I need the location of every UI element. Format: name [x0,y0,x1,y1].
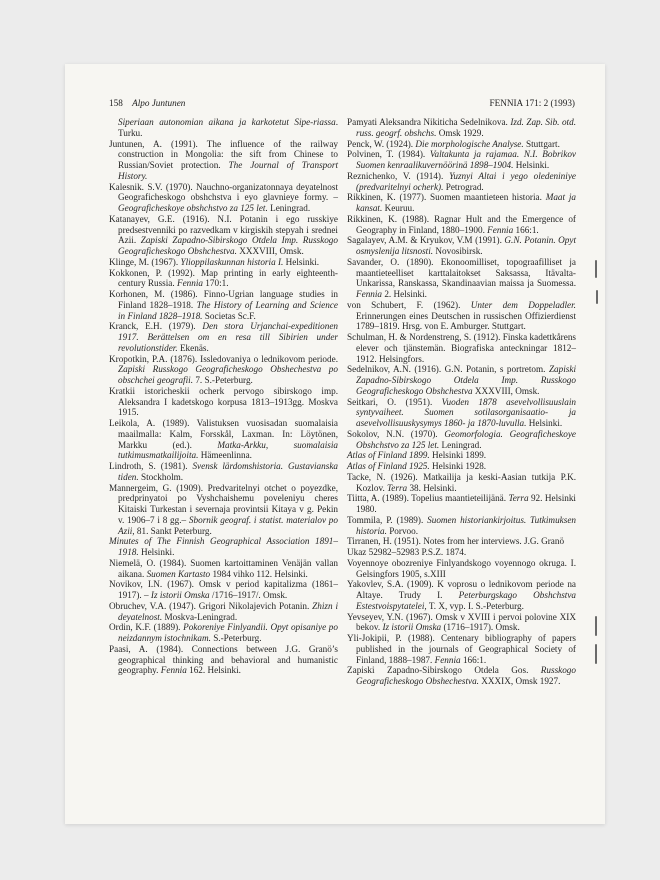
reference-title: Sbornik geograf. i statist. materialov po Azii, [118,514,338,536]
reference-title: Geograficheskoye obshchstvo za 125 let. [118,203,268,213]
reference-entry [347,493,576,515]
reference-text: Savander, O. (1890). Ekonoomilliset, topograafilliset ja maantieteelliset karttalaitokset Saksassa, Itävalta-Unkarissa, Ranskassa, Skandinaavian maissa ja Suomessa. [347,256,576,289]
reference-entry [109,182,338,214]
reference-title: Geomorfologia. Geograficheskoye Obshchstvo za 125 let. [356,428,576,450]
reference-text: Pamyati Aleksandra Nikiticha Sedelnikova. [347,117,511,127]
reference-text: T. X, vyp. I. S.-Peterburg. [426,600,524,611]
reference-entry [109,139,338,182]
reference-text: Kokkonen, P. (1992). Map printing in early eighteenth-century Russia. [109,267,338,289]
reference-text: Moskva-Leningrad. [162,611,238,622]
reference-title: Zapiski Zapadno-Sibirskogo Otdela Imp. Russkogo Geograficheskogo Obshchestva. [118,235,338,256]
reference-title: The History of Learning and Science in Finland 1828–1918. [118,299,339,321]
reference-text: Yakovlev, S.A. (1909). K voprosu o lednikovom periode na Altaye. Trudy I. [347,579,576,600]
reference-title: Fennia [434,654,461,665]
reference-text: Erinnerungen eines Deutschen in russischen Offizierdienst 1789–1819. Hrsg. von E. Amburger. Stuttgart. [356,310,576,332]
reference-text: Helsinki. [138,547,175,557]
reference-title: Yuznyi Altai i yego oledeniniye (predvaritelnyi ocherk). [356,170,576,192]
reference-text: Rikkinen, K. (1977). Suomen maantieteen historia. [347,192,546,203]
reference-entry [109,117,338,139]
reference-text: Helsinki. [283,256,320,267]
reference-entry [347,214,576,236]
reference-text: Stuttgart. [523,138,560,149]
reference-text: Kropotkin, P.A. (1876). Issledovaniya o lednikovom periode. [109,353,338,364]
reference-title: Unter dem Doppeladler. [470,299,576,310]
reference-text: 92. Helsinki 1980. [356,493,576,514]
reference-entry [347,515,576,537]
reference-entry [109,321,338,353]
reference-text: 166:1. [513,224,539,235]
reference-text: Kratkii istoricheskii ocherk pervogo sibirskogo imp. Aleksandra I kadetskogo korpusa 1813–1913gg. Moskva 1915. [109,385,338,418]
margin-mark [595,616,597,636]
reference-text: Klinge, M. (1967). [109,256,181,267]
running-author: Alpo Juntunen [132,98,186,108]
reference-title: Svensk lärdomshistoria. Gustavianska tiden. [118,461,338,482]
reference-entry [109,483,338,537]
reference-entry [347,364,576,396]
reference-entry [109,622,338,644]
reference-text: Tiitta, A. (1989). Topelius maantieteilijänä. [347,493,509,504]
reference-text: Juntunen, A. (1991). The influence of the railway construction in Mongolia: the sift from Chinese to Russian/Soviet protection. [109,138,338,170]
margin-mark [595,260,597,278]
reference-entry [347,257,576,300]
reference-title: G.N. Potanin. Opyt osmyslenija litsnosti. [356,235,576,256]
reference-text: Penck, W. (1924). [347,138,416,149]
reference-text: Tacke, N. (1926). Matkailija ja keski-Aasian tutkija P.K. Kozlov. [347,471,576,493]
reference-entry [109,257,338,268]
reference-text: Novikov, I.N. (1967). Omsk v period kapitalizma (1861–1917). – [109,579,338,600]
references-right-column [347,117,576,687]
reference-text: Voyennoye obozreniye Finlyandskogo voyennogo okruga. I. Gelsingfors 1905, s.XIII [347,557,576,579]
margin-mark [595,644,597,664]
reference-title: Die morphologische Analyse. [415,138,524,149]
reference-entry [347,558,576,580]
margin-mark [596,290,598,304]
reference-text: Zapiski Zapadno-Sibirskogo Otdela Gos. [347,665,541,676]
reference-title: Iz istorii Omska [382,622,442,633]
reference-text: Yevseyev, Y.N. (1967). Omsk v XVIII i pervoi polovine XIX bekov. [347,611,576,633]
page-number: 158 [109,98,123,108]
reference-text: Helsinki. [513,160,550,170]
reference-entry [347,397,576,429]
reference-text: Stockholm. [138,471,184,482]
header-left [109,98,185,108]
reference-title: Izd. Zap. Sib. otd. russ. geogrf. obshchs. [356,117,577,138]
reference-title: Siperiaan autonomian aikana ja karkotetut Sipe-riassa [118,117,336,127]
reference-entry [347,547,576,558]
reference-text: Reznichenko, V. (1914). [347,170,450,181]
reference-text: 81. Sankt Peterburg. [134,525,212,536]
reference-entry [109,418,338,461]
reference-title: Den stora Urjanchai-expeditionen 1917. Berättelsen om en resa till Sibirien under revolutionstider. [118,321,338,353]
reference-entry [109,386,338,418]
reference-title: Maat ja kansat. [356,192,576,213]
reference-title: Terra [508,493,529,504]
reference-text: (1716–1917). Omsk. [441,622,520,633]
reference-text: Seitkari, O. (1951). [347,396,442,407]
running-header [109,98,575,112]
reference-text: Helsinki 1899. [429,450,487,461]
reference-entry [109,579,338,601]
reference-entry [347,579,576,611]
reference-text: Keuruu. [382,203,415,213]
reference-text: Leningrad. [267,203,311,213]
reference-title: Ylioppilaskunnan historia I. [180,256,284,267]
reference-text: Hämeenlinna. [198,450,252,461]
reference-entry [109,536,338,558]
reference-text: 1984 vihko 112. Helsinki. [210,568,308,579]
reference-entry [109,214,338,257]
reference-title: Zapiski Zapadno-Sibirskogo Otdela Imp. Russkogo Geograficheskogo Obshchestva [356,364,576,396]
reference-text: Petrograd. [443,181,484,192]
reference-entry [347,139,576,150]
reference-text: Rikkinen, K. (1988). Ragnar Hult and the Emergence of Geography in Finland, 1880–1900. [347,213,576,235]
reference-entry [109,558,338,580]
reference-text: Polvinen, T. (1984). [347,149,430,160]
reference-title: Fennia [356,289,383,299]
reference-entry [347,461,576,472]
reference-title: Fennia [487,224,514,235]
reference-text: Korhonen, M. (1986). Finno-Ugrian language studies in Finland 1828–1918. [109,289,338,310]
reference-title: Peterburgskago Obshchstva Estestvoispytatelei, [356,590,577,611]
reference-text: Societas Sc.F. [202,310,256,321]
reference-title: Atlas of Finland 1925. [347,461,430,471]
reference-title: The Journal of Transport History. [118,160,338,181]
reference-title: Atlas of Finland 1899. [347,450,430,461]
reference-text: Yli-Jokipii, P. (1988). Centenary bibliography of papers published in the journals of Geographical Society of Finland, 1888–1987. [347,633,576,665]
reference-entry [347,429,576,451]
reference-entry [347,665,576,687]
reference-text: von Schubert, F. (1962). [347,299,471,310]
reference-text: Schulman, H. & Nordenstreng, S. (1912). Finska kadettkårens elever och tjänstemän. Biografiska anteckningar 1812–1912. Helsingfors. [347,332,576,364]
reference-entry [347,300,576,332]
reference-entry [347,472,576,494]
reference-text: Porvoo. [386,525,419,536]
reference-entry [109,601,338,623]
reference-text: Helsinki. [526,418,563,428]
reference-title: Fennia [176,278,203,289]
references-left-column [109,117,338,676]
reference-text: 170:1. [202,278,229,289]
reference-text: 2. Helsinki. [382,289,427,299]
reference-entry [109,461,338,483]
reference-text: Leikola, A. (1989). Valistuksen vuosisadan suomalaisia maailmalla: Kalm, Forsskål, Laxman. In: Löytönen, Markku (ed.). [109,418,338,450]
reference-title: Fennia [160,665,187,676]
reference-text: Ordin, K.F. (1889). [109,622,184,633]
reference-title: Russkogo Geograficheskogo Obshechestva. [356,665,576,686]
reference-entry [347,633,576,665]
reference-entry [347,235,576,257]
reference-text: Tirranen, H. (1951). Notes from her interviews. J.G. Granö [347,536,565,547]
reference-title: Iz istorii Omska [150,590,210,600]
reference-title: Matka-Arkku, suomalaisia tutkimusmatkailijoita. [118,439,338,461]
reference-text: Kranck, E.H. (1979). [109,321,203,332]
reference-title: Pokoreniye Finlyandii. Opyt opisaniye po neizdannym istochnikam. [118,622,338,643]
reference-title: Suomen historiankirjoitus. Tutkimuksen historia. [356,514,576,536]
reference-text: Ekenäs. [177,342,209,353]
reference-text: Sagalayev, A.M. & Kryukov, V.M (1991). [347,235,505,246]
reference-entry [347,149,576,171]
journal-citation: FENNIA 171: 2 (1993) [489,98,575,108]
reference-text: Helsinki 1928. [429,461,487,471]
reference-text: /1716–1917/. Omsk. [209,590,288,600]
reference-text: Sokolov, N.N. (1970). [347,428,445,439]
reference-entry [347,612,576,634]
reference-text: XXXIX, Omsk 1927. [478,676,561,686]
reference-text: Niemelä, O. (1984). Suomen kartoittaminen Venäjän vallan aikana. [109,557,338,579]
reference-title: Terra [387,482,408,493]
reference-text: S.-Peterburg. [210,633,262,643]
reference-text: XXXVIII, Omsk. [236,246,304,256]
reference-text: . Turku. [118,117,338,138]
reference-entry [109,644,338,676]
reference-text: Novosibirsk. [433,246,483,256]
reference-title: Valtakunta ja rajamaa. N.I. Bobrikov Suomen kenraalikuvernöörinä 1898–1904. [356,149,576,170]
reference-entry [347,117,576,139]
reference-entry [347,332,576,364]
reference-text: 38. Helsinki. [407,482,457,493]
reference-text: Mannergeim, G. (1909). Predvaritelnyi otchet o poyezdke, predprinyatoi po Vyshchaishemu poveleniyu cheres Kitaiski Turkestan i severnaja provintsii Kitaya v g. Pekin v. 1906–7 i 8 gg.– [109,482,338,525]
reference-text: Katanayev, G.E. (1916). N.I. Potanin i ego russkiye predsestvenniki po razvedkam v kirgiskih stepyah i srednei Azii. [109,213,338,246]
reference-entry [109,354,338,386]
reference-text: Ukaz 52982–52983 P.S.Z. 1874. [347,547,467,557]
reference-text: Kalesnik. S.V. (1970). Nauchno-organizatonnaya deyatelnost Geograficheskogo obshchstva i eyo glavnieye formy. – [109,181,338,203]
reference-entry [347,450,576,461]
reference-entry [347,536,576,547]
reference-text: 7. S.-Peterburg. [193,375,253,385]
reference-text: 166:1. [460,654,487,665]
reference-text: Lindroth, S. (1981). [109,461,193,471]
reference-text: Obruchev, V.A. (1947). Grigori Nikolajevich Potanin. [109,600,313,611]
reference-entry [347,192,576,214]
reference-text: XXXVIII, Omsk. [472,385,540,396]
reference-entry [109,289,338,321]
reference-title: Minutes of The Finnish Geographical Association 1891–1918. [109,536,338,557]
reference-title: Zapiski Russkogo Geograficheskogo Obshechestva po obschchei geografii. [118,364,338,385]
reference-entry [109,268,338,290]
reference-title: Zhizn i deyatelnost. [118,600,338,622]
reference-text: Leningrad. [439,439,482,450]
reference-text: Sedelnikov, A.N. (1916). G.N. Potanin, s portretom. [347,364,549,375]
reference-text: Tommila, P. (1989). [347,514,428,525]
reference-text: 162. Helsinki. [186,665,241,676]
reference-text: Omsk 1929. [436,127,484,138]
reference-title: Vuoden 1878 asevelvollisuuslain syntyvaiheet. Suomen sotilasorganisaatio- ja asevelvollisuuskysymys 1860- ja 1870-luvulla. [356,396,576,428]
document-page [65,64,605,824]
reference-text: Paasi, A. (1984). Connections between J.G. Granö’s geographical thinking and behavioral and humanistic geography. [109,643,338,676]
reference-entry [347,171,576,193]
reference-title: Suomen Kartasto [146,568,211,579]
